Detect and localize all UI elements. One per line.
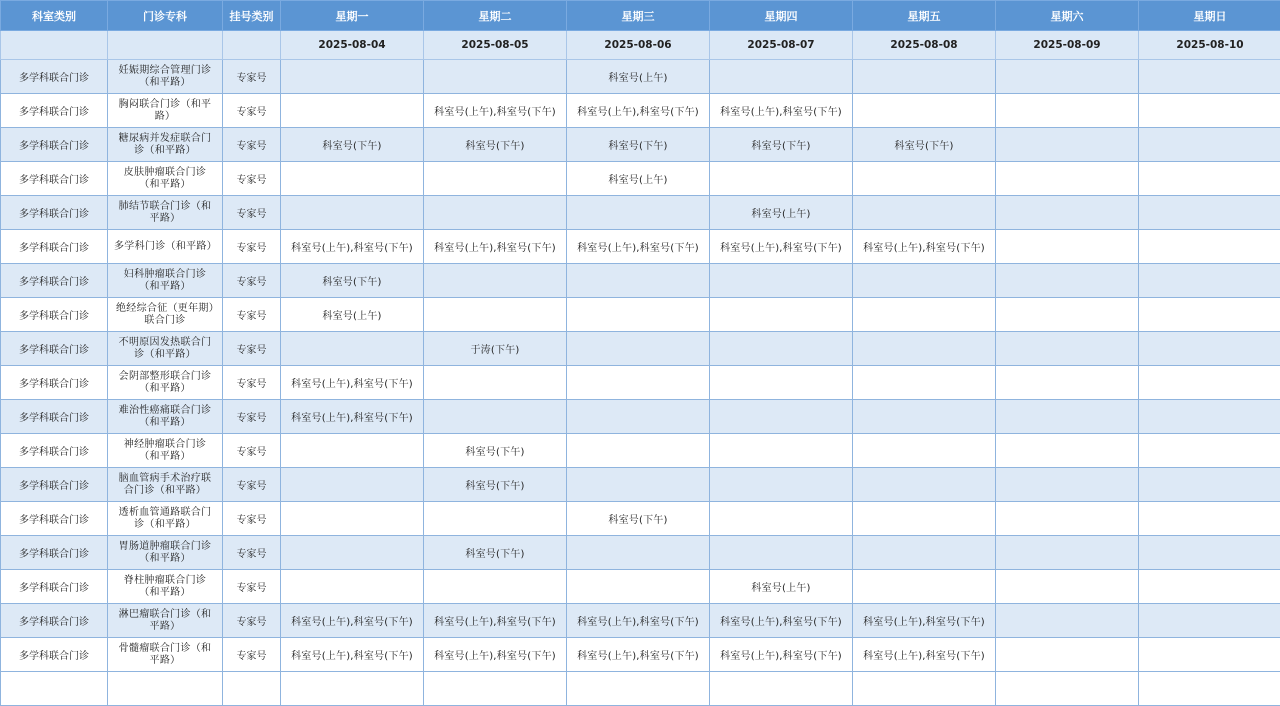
- dept-category-cell: 多学科联合门诊: [1, 400, 108, 434]
- registration-type-cell: 专家号: [223, 570, 281, 604]
- slot-saturday: [996, 570, 1139, 604]
- table-row: [1, 332, 1280, 366]
- slot-wednesday[interactable]: 科室号(下午): [567, 502, 710, 536]
- slot-wednesday[interactable]: 科室号(上午),科室号(下午): [567, 94, 710, 128]
- empty-cell: [1139, 672, 1280, 706]
- header-wednesday: 星期三: [567, 1, 710, 31]
- slot-thursday[interactable]: 科室号(下午): [710, 128, 853, 162]
- dept-category-cell: 多学科联合门诊: [1, 332, 108, 366]
- date-saturday: 2025-08-09: [996, 31, 1139, 60]
- registration-type-cell: 专家号: [223, 536, 281, 570]
- clinic-name-cell: 神经肿瘤联合门诊（和平路）: [108, 434, 223, 468]
- slot-saturday: [996, 502, 1139, 536]
- slot-friday[interactable]: 科室号(下午): [853, 128, 996, 162]
- dept-category-cell: 多学科联合门诊: [1, 434, 108, 468]
- slot-saturday: [996, 298, 1139, 332]
- slot-friday: [853, 332, 996, 366]
- clinic-name-cell: 骨髓瘤联合门诊（和平路）: [108, 638, 223, 672]
- slot-wednesday[interactable]: 科室号(下午): [567, 128, 710, 162]
- dept-category-cell: 多学科联合门诊: [1, 536, 108, 570]
- dept-category-cell: 多学科联合门诊: [1, 162, 108, 196]
- slot-monday: [281, 196, 424, 230]
- registration-type-cell: 专家号: [223, 400, 281, 434]
- slot-tuesday: [424, 366, 567, 400]
- slot-sunday: [1139, 162, 1280, 196]
- slot-monday[interactable]: 科室号(上午),科室号(下午): [281, 400, 424, 434]
- header-row: [1, 1, 1280, 31]
- slot-thursday[interactable]: 科室号(上午): [710, 196, 853, 230]
- slot-sunday: [1139, 604, 1280, 638]
- slot-monday: [281, 162, 424, 196]
- clinic-name-cell: 肺结节联合门诊（和平路）: [108, 196, 223, 230]
- empty-cell: [996, 672, 1139, 706]
- slot-tuesday: [424, 60, 567, 94]
- slot-sunday: [1139, 502, 1280, 536]
- slot-sunday: [1139, 94, 1280, 128]
- dept-category-cell: 多学科联合门诊: [1, 604, 108, 638]
- slot-tuesday[interactable]: 科室号(下午): [424, 128, 567, 162]
- registration-type-cell: 专家号: [223, 162, 281, 196]
- dept-category-cell: 多学科联合门诊: [1, 570, 108, 604]
- slot-sunday: [1139, 468, 1280, 502]
- date-cell: [1, 31, 108, 60]
- slot-sunday: [1139, 536, 1280, 570]
- slot-monday[interactable]: 科室号(上午): [281, 298, 424, 332]
- slot-thursday: [710, 366, 853, 400]
- date-wednesday: 2025-08-06: [567, 31, 710, 60]
- slot-tuesday[interactable]: 科室号(下午): [424, 434, 567, 468]
- date-tuesday: 2025-08-05: [424, 31, 567, 60]
- registration-type-cell: 专家号: [223, 60, 281, 94]
- date-cell: [223, 31, 281, 60]
- date-cell: [108, 31, 223, 60]
- slot-wednesday: [567, 468, 710, 502]
- slot-monday: [281, 502, 424, 536]
- slot-sunday: [1139, 196, 1280, 230]
- table-row: [1, 196, 1280, 230]
- clinic-name-cell: 糖尿病并发症联合门诊（和平路）: [108, 128, 223, 162]
- slot-monday: [281, 434, 424, 468]
- slot-tuesday[interactable]: 于涛(下午): [424, 332, 567, 366]
- registration-type-cell: 专家号: [223, 366, 281, 400]
- schedule-body: [1, 60, 1280, 706]
- slot-monday: [281, 94, 424, 128]
- clinic-name-cell: 妇科肿瘤联合门诊（和平路）: [108, 264, 223, 298]
- slot-monday: [281, 536, 424, 570]
- slot-saturday: [996, 162, 1139, 196]
- clinic-name-cell: 淋巴瘤联合门诊（和平路）: [108, 604, 223, 638]
- date-friday: 2025-08-08: [853, 31, 996, 60]
- table-row: [1, 298, 1280, 332]
- slot-friday: [853, 468, 996, 502]
- slot-sunday: [1139, 60, 1280, 94]
- slot-wednesday: [567, 366, 710, 400]
- dept-category-cell: 多学科联合门诊: [1, 230, 108, 264]
- slot-tuesday[interactable]: 科室号(下午): [424, 536, 567, 570]
- slot-thursday: [710, 162, 853, 196]
- slot-saturday: [996, 230, 1139, 264]
- header-saturday: 星期六: [996, 1, 1139, 31]
- slot-monday: [281, 332, 424, 366]
- clinic-name-cell: 胸闷联合门诊（和平路）: [108, 94, 223, 128]
- table-row: [1, 94, 1280, 128]
- date-thursday: 2025-08-07: [710, 31, 853, 60]
- empty-cell: [710, 672, 853, 706]
- header-registration-type: 挂号类别: [223, 1, 281, 31]
- slot-thursday: [710, 298, 853, 332]
- date-monday: 2025-08-04: [281, 31, 424, 60]
- slot-saturday: [996, 94, 1139, 128]
- clinic-name-cell: 绝经综合征（更年期）联合门诊: [108, 298, 223, 332]
- slot-monday: [281, 60, 424, 94]
- registration-type-cell: 专家号: [223, 128, 281, 162]
- dept-category-cell: 多学科联合门诊: [1, 502, 108, 536]
- clinic-name-cell: 不明原因发热联合门诊（和平路）: [108, 332, 223, 366]
- slot-sunday: [1139, 230, 1280, 264]
- header-monday: 星期一: [281, 1, 424, 31]
- header-tuesday: 星期二: [424, 1, 567, 31]
- empty-cell: [281, 672, 424, 706]
- table-row: [1, 502, 1280, 536]
- slot-wednesday: [567, 264, 710, 298]
- slot-thursday[interactable]: 科室号(上午): [710, 570, 853, 604]
- slot-wednesday: [567, 570, 710, 604]
- slot-sunday: [1139, 570, 1280, 604]
- slot-monday: [281, 468, 424, 502]
- slot-sunday: [1139, 400, 1280, 434]
- slot-saturday: [996, 604, 1139, 638]
- clinic-name-cell: 胃肠道肿瘤联合门诊（和平路）: [108, 536, 223, 570]
- slot-thursday: [710, 400, 853, 434]
- dept-category-cell: 多学科联合门诊: [1, 60, 108, 94]
- dept-category-cell: 多学科联合门诊: [1, 638, 108, 672]
- dept-category-cell: 多学科联合门诊: [1, 94, 108, 128]
- slot-friday: [853, 502, 996, 536]
- slot-saturday: [996, 196, 1139, 230]
- slot-sunday: [1139, 366, 1280, 400]
- table-row: [1, 468, 1280, 502]
- slot-sunday: [1139, 434, 1280, 468]
- slot-wednesday: [567, 298, 710, 332]
- table-row: [1, 60, 1280, 94]
- slot-wednesday: [567, 332, 710, 366]
- slot-tuesday: [424, 264, 567, 298]
- slot-wednesday: [567, 196, 710, 230]
- slot-wednesday: [567, 536, 710, 570]
- slot-tuesday: [424, 196, 567, 230]
- table-row: [1, 570, 1280, 604]
- registration-type-cell: 专家号: [223, 94, 281, 128]
- slot-thursday: [710, 468, 853, 502]
- dept-category-cell: 多学科联合门诊: [1, 298, 108, 332]
- table-row: [1, 366, 1280, 400]
- slot-thursday[interactable]: 科室号(上午),科室号(下午): [710, 604, 853, 638]
- slot-tuesday: [424, 298, 567, 332]
- slot-friday[interactable]: 科室号(上午),科室号(下午): [853, 604, 996, 638]
- slot-saturday: [996, 468, 1139, 502]
- slot-friday: [853, 264, 996, 298]
- slot-wednesday[interactable]: 科室号(上午),科室号(下午): [567, 230, 710, 264]
- slot-friday: [853, 162, 996, 196]
- clinic-name-cell: 脑血管病手术治疗联合门诊（和平路）: [108, 468, 223, 502]
- table-row: [1, 536, 1280, 570]
- table-row: [1, 162, 1280, 196]
- slot-sunday: [1139, 298, 1280, 332]
- slot-friday: [853, 298, 996, 332]
- slot-tuesday[interactable]: 科室号(下午): [424, 468, 567, 502]
- slot-tuesday[interactable]: 科室号(上午),科室号(下午): [424, 94, 567, 128]
- registration-type-cell: 专家号: [223, 332, 281, 366]
- header-clinic: 门诊专科: [108, 1, 223, 31]
- registration-type-cell: 专家号: [223, 264, 281, 298]
- dept-category-cell: 多学科联合门诊: [1, 128, 108, 162]
- empty-cell: [108, 672, 223, 706]
- slot-friday: [853, 60, 996, 94]
- registration-type-cell: 专家号: [223, 298, 281, 332]
- date-sunday: 2025-08-10: [1139, 31, 1280, 60]
- slot-friday: [853, 434, 996, 468]
- slot-thursday: [710, 264, 853, 298]
- registration-type-cell: 专家号: [223, 468, 281, 502]
- header-friday: 星期五: [853, 1, 996, 31]
- clinic-name-cell: 多学科门诊（和平路）: [108, 230, 223, 264]
- slot-thursday: [710, 60, 853, 94]
- clinic-name-cell: 透析血管通路联合门诊（和平路）: [108, 502, 223, 536]
- slot-friday: [853, 536, 996, 570]
- slot-saturday: [996, 264, 1139, 298]
- slot-thursday[interactable]: 科室号(上午),科室号(下午): [710, 638, 853, 672]
- slot-wednesday[interactable]: 科室号(上午),科室号(下午): [567, 638, 710, 672]
- slot-monday[interactable]: 科室号(下午): [281, 264, 424, 298]
- slot-tuesday: [424, 162, 567, 196]
- slot-saturday: [996, 128, 1139, 162]
- slot-tuesday[interactable]: 科室号(上午),科室号(下午): [424, 604, 567, 638]
- slot-wednesday[interactable]: 科室号(上午): [567, 60, 710, 94]
- slot-wednesday[interactable]: 科室号(上午),科室号(下午): [567, 604, 710, 638]
- slot-friday: [853, 400, 996, 434]
- slot-monday[interactable]: 科室号(上午),科室号(下午): [281, 366, 424, 400]
- header-sunday: 星期日: [1139, 1, 1280, 31]
- clinic-name-cell: 脊柱肿瘤联合门诊（和平路）: [108, 570, 223, 604]
- slot-wednesday: [567, 434, 710, 468]
- registration-type-cell: 专家号: [223, 604, 281, 638]
- table-row: [1, 264, 1280, 298]
- header-thursday: 星期四: [710, 1, 853, 31]
- slot-tuesday[interactable]: 科室号(上午),科室号(下午): [424, 638, 567, 672]
- empty-cell: [223, 672, 281, 706]
- empty-cell: [567, 672, 710, 706]
- slot-friday: [853, 196, 996, 230]
- slot-saturday: [996, 366, 1139, 400]
- slot-saturday: [996, 536, 1139, 570]
- table-row: [1, 230, 1280, 264]
- slot-monday[interactable]: 科室号(上午),科室号(下午): [281, 638, 424, 672]
- slot-saturday: [996, 60, 1139, 94]
- slot-monday[interactable]: 科室号(上午),科室号(下午): [281, 604, 424, 638]
- slot-sunday: [1139, 332, 1280, 366]
- table-row: [1, 638, 1280, 672]
- table-row-empty: [1, 672, 1280, 706]
- table-row: [1, 128, 1280, 162]
- table-row: [1, 400, 1280, 434]
- registration-type-cell: 专家号: [223, 230, 281, 264]
- clinic-name-cell: 妊娠期综合管理门诊（和平路）: [108, 60, 223, 94]
- empty-cell: [1, 672, 108, 706]
- dept-category-cell: 多学科联合门诊: [1, 264, 108, 298]
- table-row: [1, 434, 1280, 468]
- date-row: [1, 31, 1280, 60]
- slot-wednesday[interactable]: 科室号(上午): [567, 162, 710, 196]
- dept-category-cell: 多学科联合门诊: [1, 468, 108, 502]
- slot-friday: [853, 366, 996, 400]
- slot-friday: [853, 94, 996, 128]
- empty-cell: [424, 672, 567, 706]
- registration-type-cell: 专家号: [223, 502, 281, 536]
- clinic-name-cell: 难治性癌痛联合门诊（和平路）: [108, 400, 223, 434]
- slot-monday: [281, 570, 424, 604]
- slot-thursday: [710, 332, 853, 366]
- registration-type-cell: 专家号: [223, 434, 281, 468]
- slot-sunday: [1139, 264, 1280, 298]
- slot-sunday: [1139, 638, 1280, 672]
- slot-tuesday: [424, 400, 567, 434]
- slot-monday[interactable]: 科室号(下午): [281, 128, 424, 162]
- slot-saturday: [996, 332, 1139, 366]
- slot-saturday: [996, 638, 1139, 672]
- empty-cell: [853, 672, 996, 706]
- slot-thursday: [710, 502, 853, 536]
- slot-wednesday: [567, 400, 710, 434]
- slot-tuesday[interactable]: 科室号(上午),科室号(下午): [424, 230, 567, 264]
- clinic-name-cell: 皮肤肿瘤联合门诊（和平路）: [108, 162, 223, 196]
- slot-saturday: [996, 400, 1139, 434]
- slot-monday[interactable]: 科室号(上午),科室号(下午): [281, 230, 424, 264]
- slot-tuesday: [424, 570, 567, 604]
- slot-tuesday: [424, 502, 567, 536]
- registration-type-cell: 专家号: [223, 638, 281, 672]
- slot-thursday[interactable]: 科室号(上午),科室号(下午): [710, 94, 853, 128]
- slot-thursday: [710, 434, 853, 468]
- slot-friday: [853, 570, 996, 604]
- dept-category-cell: 多学科联合门诊: [1, 196, 108, 230]
- slot-friday[interactable]: 科室号(上午),科室号(下午): [853, 638, 996, 672]
- clinic-name-cell: 会阴部整形联合门诊（和平路）: [108, 366, 223, 400]
- table-row: [1, 604, 1280, 638]
- dept-category-cell: 多学科联合门诊: [1, 366, 108, 400]
- slot-saturday: [996, 434, 1139, 468]
- slot-thursday[interactable]: 科室号(上午),科室号(下午): [710, 230, 853, 264]
- header-dept-category: 科室类别: [1, 1, 108, 31]
- slot-thursday: [710, 536, 853, 570]
- slot-friday[interactable]: 科室号(上午),科室号(下午): [853, 230, 996, 264]
- slot-sunday: [1139, 128, 1280, 162]
- registration-type-cell: 专家号: [223, 196, 281, 230]
